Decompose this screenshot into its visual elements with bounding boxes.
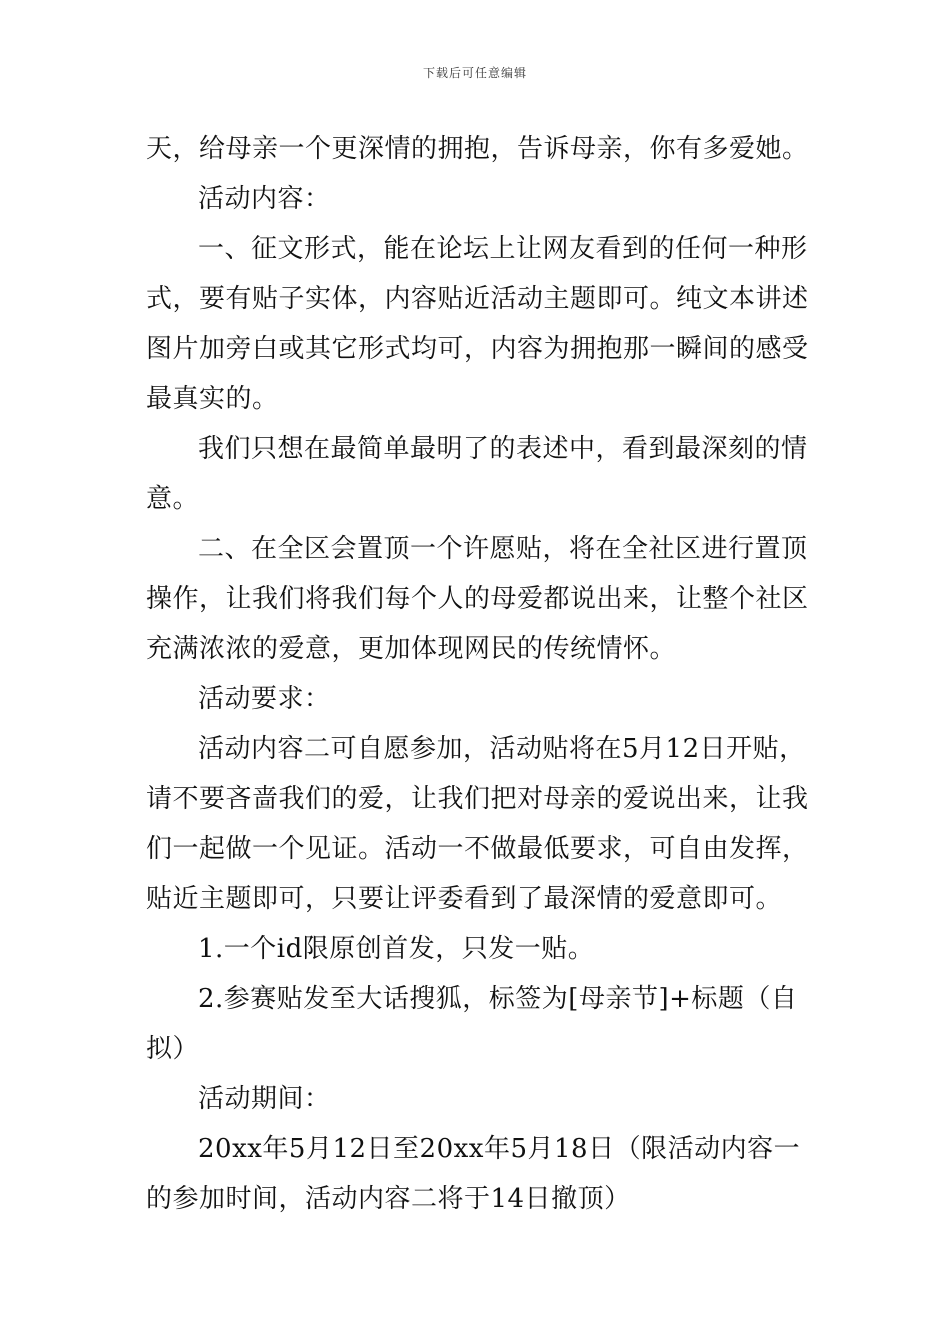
section-heading-content: 活动内容： (198, 184, 331, 214)
text-line: 我们只想在最简单最明了的表述中，看到最深刻的情 (198, 434, 808, 464)
text-line: 式，要有贴子实体，内容贴近活动主题即可。纯文本讲述 (146, 284, 809, 314)
text-line: 活动内容二可自愿参加，活动贴将在5月12日开贴， (198, 734, 806, 764)
text-line: 20xx年5月12日至20xx年5月18日（限活动内容一 (198, 1134, 801, 1164)
document-body (146, 124, 808, 1224)
text-line: 一、征文形式，能在论坛上让网友看到的任何一种形 (198, 234, 808, 264)
text-line: 图片加旁白或其它形式均可，内容为拥抱那一瞬间的感受 (146, 334, 809, 364)
text-line: 二、在全区会置顶一个许愿贴，将在全社区进行置顶 (198, 534, 808, 564)
page-header-note: 下载后可任意编辑 (422, 66, 527, 80)
text-line: 的参加时间，活动内容二将于14日撤顶） (146, 1184, 631, 1214)
section-heading-requirements: 活动要求： (198, 684, 331, 714)
section-heading-period: 活动期间： (198, 1084, 331, 1114)
text-line: 最真实的。 (146, 384, 279, 414)
text-line: 意。 (146, 484, 200, 514)
text-line: 拟） (146, 1034, 200, 1064)
text-line: 们一起做一个见证。活动一不做最低要求，可自由发挥， (146, 834, 809, 864)
text-line: 天，给母亲一个更深情的拥抱，告诉母亲，你有多爱她。 (146, 134, 809, 164)
text-line: 充满浓浓的爱意，更加体现网民的传统情怀。 (146, 634, 677, 664)
list-item: 2.参赛贴发至大话搜狐，标签为[母亲节]+标题（自 (198, 984, 798, 1014)
list-item: 1.一个id限原创首发，只发一贴。 (198, 934, 595, 964)
text-line: 贴近主题即可，只要让评委看到了最深情的爱意即可。 (146, 884, 783, 914)
text-line: 请不要吝啬我们的爱，让我们把对母亲的爱说出来，让我 (146, 784, 809, 814)
text-line: 操作，让我们将我们每个人的母爱都说出来，让整个社区 (146, 584, 809, 614)
